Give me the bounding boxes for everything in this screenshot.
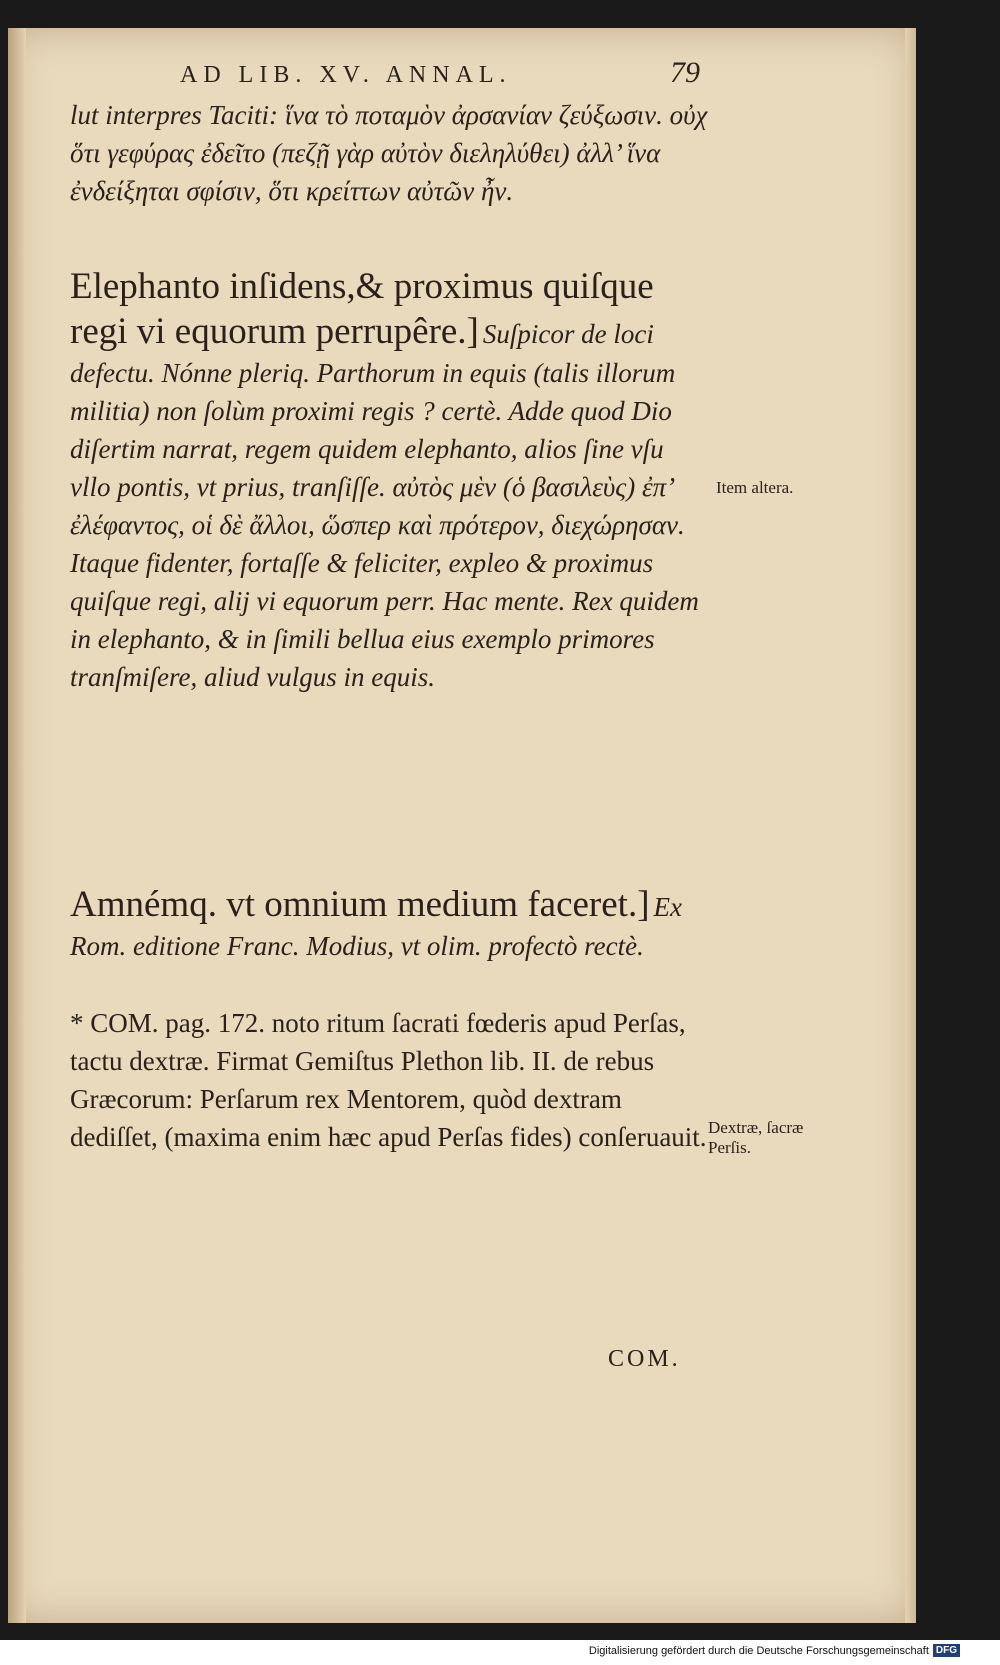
elephanto-paragraph — [70, 264, 710, 696]
page-gutter — [8, 28, 26, 1623]
amnem-paragraph — [70, 882, 710, 965]
elephanto-commentary: Suſpicor de loci defectu. Nónne pleriq. Parthorum in equis (talis illorum militia) non ſolùm proximi regis ? certè. Adde quod Dio diſertim narrat, regem quidem elephanto, alios ſine vſu vllo pontis, vt prius, tranſiſſe. αὐτὸς μὲν (ὁ βασιλεὺς) ἐπ’ ἐλέφαντος, οἱ δὲ ἄλλοι, ὥσπερ καὶ πρότερον, διεχώρησαν. Itaque fidenter, fortaſſe & feliciter, expleo & proximus quiſque regi, alij vi equorum perr. Hac mente. Rex quidem in elephanto, & in ſimili bellua eius exemplo primores tranſmiſere, aliud vulgus in equis. — [70, 319, 699, 692]
margin-note-dextrae: Dextræ, ſacræ Perſis. — [708, 1118, 804, 1157]
credit-text: Digitalisierung gefördert durch die Deutsche Forschungsgemeinschaft — [588, 1644, 929, 1657]
greek-quote-paragraph: lut interpres Taciti: ἵνα τὸ ποταμὸν ἀρσανίαν ζεύξωσιν. οὐχ ὅτι γεφύρας ἐδεῖτο (πεζῇ γὰρ αὐτὸν διεληλύθει) ἀλλ’ ἵνα ἐνδείξηται σφίσιν, ὅτι κρείττων αὐτῶν ἦν. — [70, 100, 708, 206]
page-edge — [905, 28, 916, 1623]
elephanto-lemma: Elephanto inſidens,& proximus quiſque regi vi equorum perrupêre.] — [70, 266, 654, 352]
catchword: COM. — [608, 1346, 681, 1372]
page-number: 79 — [670, 56, 700, 89]
running-head-title: AD LIB. XV. ANNAL. — [180, 62, 512, 88]
digitization-credit — [589, 1644, 960, 1657]
dfg-logo: DFG — [933, 1644, 960, 1657]
com-paragraph: * COM. pag. 172. noto ritum ſacrati fœderis apud Perſas, tactu dextræ. Firmat Gemiſtus Plethon lib. II. de rebus Græcorum: Perſarum rex Mentorem, quòd dextram dediſſet, (maxima enim hæc apud Perſas fides) conſeruauit. — [70, 1008, 707, 1152]
margin-note-item-altera: Item altera. — [716, 478, 794, 497]
amnem-commentary: Ex Rom. editione Franc. Modius, vt olim. profectò rectè. — [70, 892, 683, 961]
amnem-lemma: Amnémq. vt omnium medium faceret.] — [70, 884, 650, 925]
